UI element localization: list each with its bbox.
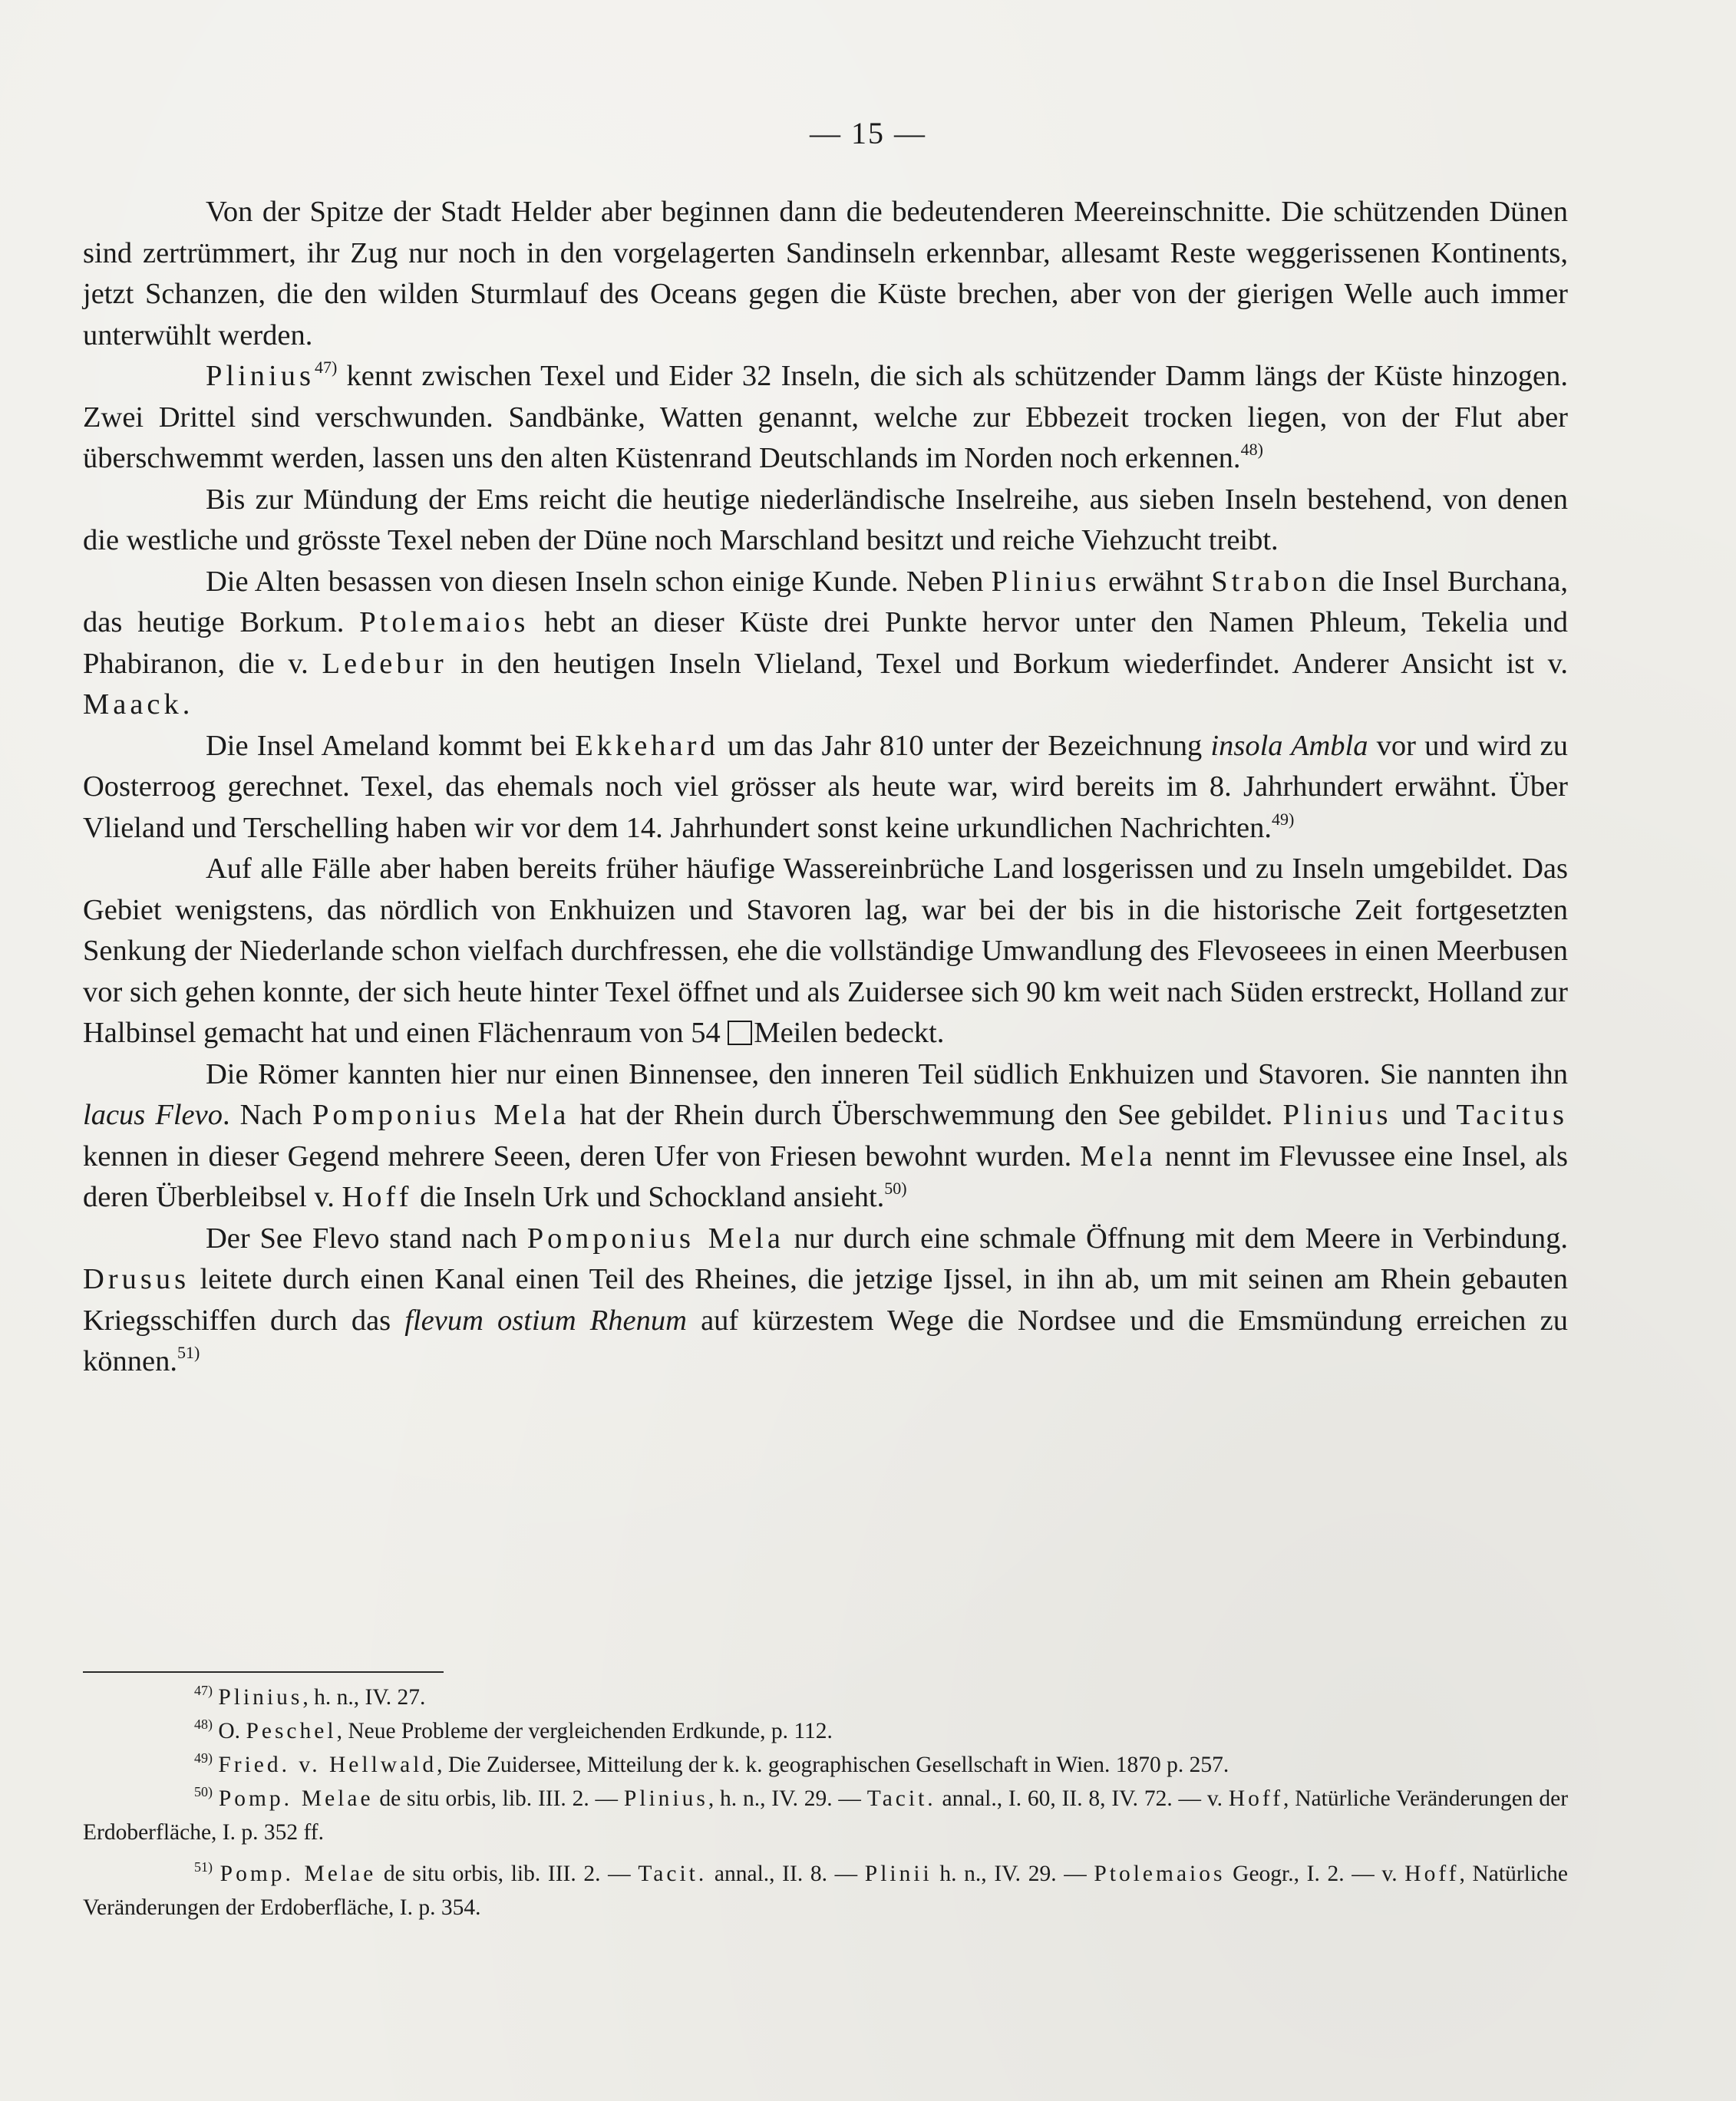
spaced-name: Pomponius Mela — [312, 1099, 570, 1131]
text-run: kennt zwischen Texel und Eider 32 Inseln, die sich als schützender Damm längs der Küste hinzogen. Zwei Drittel sind verschwunden. Sandbänke, Watten genannt, welche zur Ebbezeit trocken liegen, von der Flut aber überschwemmt werden, lassen uns den alten Küstenrand Deutschlands im Norden noch erkennen. — [83, 360, 1568, 474]
text-run: die Insel Burchana, das heutige Borkum. — [83, 565, 1568, 638]
paragraph-2 — [83, 356, 1568, 480]
text-run: O. — [213, 1719, 246, 1743]
text-run: h. n., IV. 29. — — [932, 1862, 1094, 1886]
text-run: nennt im Flevussee eine Insel, als deren Überbleibsel v. — [83, 1140, 1568, 1213]
spaced-name: Hoff — [1228, 1786, 1284, 1811]
text-run: Geogr., I. 2. — v. — [1225, 1862, 1405, 1886]
text-run: vor und wird zu Oosterroog gerechnet. Texel, das ehemals noch viel grösser als heute war, wird bereits im 8. Jahrhundert erwähnt. Über Vlieland und Terschelling haben wir vor dem 14. Jahrhundert sonst keine urkundlichen Nachrichten. — [83, 729, 1568, 844]
spaced-name: Fried. v. Hellwald — [218, 1753, 437, 1777]
footnote-ref: 47) — [314, 358, 338, 377]
footnote-ref: 48) — [1240, 440, 1263, 459]
spaced-name: Plinius — [1282, 1099, 1392, 1131]
spaced-name: Pomp. Melae — [218, 1786, 374, 1811]
text-run: hat der Rhein durch Überschwemmung den See gebildet. — [569, 1099, 1283, 1131]
footnote-divider — [83, 1671, 444, 1673]
text-run: und — [1391, 1099, 1457, 1131]
spaced-name: Peschel — [246, 1719, 337, 1743]
text-run: Die Römer kannten hier nur einen Binnensee, den inneren Teil südlich Enkhuizen und Stavoren. Sie nannten ihn — [206, 1057, 1568, 1090]
text-run: Die Insel Ameland kommt bei — [206, 729, 576, 762]
footnote-51 — [83, 1857, 1568, 1925]
text-run: Bis zur Mündung der Ems reicht die heutige niederländische Inselreihe, aus sieben Inseln bestehend, von denen die westliche und grösste Texel neben der Düne noch Marschland besitzt und reiche Viehzucht treibt. — [83, 483, 1568, 556]
footnote-ref: 49) — [194, 1750, 213, 1766]
spaced-name: Mela — [1080, 1140, 1157, 1173]
footnote-ref: 51) — [194, 1859, 213, 1875]
text-run: Von der Spitze der Stadt Helder aber beginnen dann die bedeutenderen Meereinschnitte. Die schützenden Dünen sind zertrümmert, ihr Zug nur noch in den vorgelagerten Sandinseln erkennbar, allesamt Reste weggerissenen Kontinents, jetzt Schanzen, die den wilden Sturmlauf des Oceans gegen die Küste brechen, aber von der gierigen Welle auch immer unterwühlt werden. — [83, 196, 1568, 351]
spaced-name: Ptolemaios — [1094, 1862, 1226, 1886]
spaced-name: Plinius — [218, 1685, 303, 1710]
paragraph-3 — [83, 480, 1568, 562]
footnote-48 — [83, 1714, 1568, 1748]
spaced-name: Tacit. — [866, 1786, 936, 1811]
footnote-ref: 51) — [177, 1343, 200, 1362]
text-run: . — [182, 688, 190, 721]
text-run: , Natürliche Veränderungen der Erdoberfläche, I. p. 354. — [83, 1862, 1568, 1920]
footnote-ref: 50) — [884, 1179, 907, 1198]
paragraph-8 — [83, 1219, 1568, 1383]
text-run: , h. n., IV. 27. — [302, 1685, 426, 1710]
text-run: de situ orbis, lib. III. 2. — — [376, 1862, 639, 1886]
footnote-49 — [83, 1748, 1568, 1782]
spaced-name: Pomponius Mela — [526, 1222, 784, 1255]
square-mile-symbol — [728, 1021, 752, 1045]
footnote-47 — [83, 1680, 1568, 1714]
spaced-name: Drusus — [83, 1263, 190, 1295]
text-run: leitete durch einen Kanal einen Teil des Rheines, die jetzige Ijssel, in ihn ab, um mit seinen am Rhein gebauten Kriegsschiffen durch das — [83, 1263, 1568, 1337]
text-run: hebt an dieser Küste drei Punkte hervor unter den Namen Phleum, Tekelia und Phabiranon, die v. — [83, 606, 1568, 680]
text-run: , h. n., IV. 29. — — [708, 1786, 867, 1811]
spaced-name: Plinius — [623, 1786, 708, 1811]
body-text — [83, 192, 1568, 1383]
text-run: annal., II. 8. — — [707, 1862, 865, 1886]
page-number: — 15 — — [810, 116, 926, 150]
text-run — [213, 1786, 219, 1811]
text-run: , Die Zuidersee, Mitteilung der k. k. geographischen Gesellschaft in Wien. 1870 p. 257. — [437, 1753, 1229, 1777]
paragraph-4 — [83, 562, 1568, 726]
footnote-ref: 49) — [1272, 809, 1295, 829]
italic-term: insola Ambla — [1210, 729, 1368, 762]
footnote-ref: 47) — [194, 1683, 213, 1698]
text-run: de situ orbis, lib. III. 2. — — [373, 1786, 624, 1811]
paragraph-1 — [83, 192, 1568, 356]
text-run: Auf alle Fälle aber haben bereits früher häufige Wassereinbrüche Land losgerissen und zu Inseln umgebildet. Das Gebiet wenigstens, das nördlich von Enkhuizen und Stavoren lag, war bei der bis in die historische Zeit fortgesetzten Senkung der Niederlande schon vielfach durchfressen, ehe die vollständige Umwandlung des Flevoseees in einen Meerbusen vor sich gehen konnte, der sich heute hinter Texel öffnet und als Zuidersee sich 90 km weit nach Süden erstreckt, Holland zur Halbinsel gemacht hat und einen Flächenraum von 54 — [83, 853, 1568, 1049]
text-run: erwähnt — [1100, 565, 1212, 598]
text-run — [213, 1862, 220, 1886]
text-run: . Nach — [222, 1099, 312, 1131]
spaced-name: Hoff — [342, 1181, 413, 1213]
paragraph-6 — [83, 849, 1568, 1054]
spaced-name: Tacit. — [638, 1862, 708, 1886]
text-run: Meilen bedeckt. — [754, 1017, 945, 1049]
spaced-name: Hoff — [1404, 1862, 1460, 1886]
spaced-name: Plinius — [206, 360, 315, 392]
text-run: auf kürzestem Wege die Nordsee und die Emsmündung erreichen zu können. — [83, 1304, 1568, 1377]
text-run: , Natürliche Veränderungen der Erdoberfläche, I. p. 352 ff. — [83, 1786, 1569, 1845]
text-run: Die Alten besassen von diesen Inseln schon einige Kunde. Neben — [206, 565, 992, 598]
spaced-name: Ekkehard — [575, 729, 719, 762]
italic-term: lacus Flevo — [83, 1099, 223, 1131]
paragraph-5 — [83, 726, 1568, 849]
footnotes — [83, 1680, 1568, 1925]
text-run: Der See Flevo stand nach — [206, 1222, 527, 1255]
paragraph-7 — [83, 1054, 1568, 1219]
text-run: um das Jahr 810 unter der Bezeichnung — [718, 729, 1211, 762]
text-run: die Inseln Urk und Schockland ansieht. — [412, 1181, 885, 1213]
spaced-name: Plinii — [864, 1862, 932, 1886]
footnote-ref: 48) — [194, 1717, 213, 1732]
text-run: in den heutigen Inseln Vlieland, Texel und Borkum wiederfindet. Anderer Ansicht ist v. — [447, 647, 1568, 680]
text-run: nur durch eine schmale Öffnung mit dem Meere in Verbindung. — [784, 1222, 1568, 1255]
spaced-name: Maack — [83, 688, 183, 721]
spaced-name: Strabon — [1211, 565, 1331, 598]
footnote-50 — [83, 1782, 1568, 1849]
spaced-name: Ptolemaios — [359, 606, 530, 638]
text-run: annal., I. 60, II. 8, IV. 72. — v. — [936, 1786, 1229, 1811]
footnote-ref: 50) — [194, 1784, 213, 1799]
spaced-name: Tacitus — [1456, 1099, 1569, 1131]
text-run: kennen in dieser Gegend mehrere Seeen, deren Ufer von Friesen bewohnt wurden. — [83, 1140, 1081, 1173]
spaced-name: Ledebur — [322, 647, 447, 680]
spaced-name: Plinius — [991, 565, 1101, 598]
italic-term: flevum ostium Rhenum — [404, 1304, 687, 1337]
spaced-name: Pomp. Melae — [219, 1862, 377, 1886]
text-run: , Neue Probleme der vergleichenden Erdkunde, p. 112. — [336, 1719, 833, 1743]
